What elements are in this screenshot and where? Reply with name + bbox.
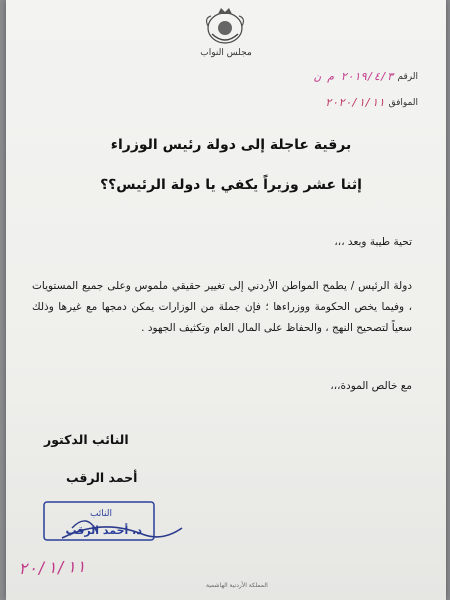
reference-date-label: الموافق: [388, 97, 418, 108]
body-paragraph: دولة الرئيس / يطمح المواطن الأردني إلى تغيير حقيقي ملموس وعلى جميع المستويات ، وفيما يخص الحكومة ووزراءها ؛ فإن جملة من الوزارات يمكن دمجها مع غيرها وذلك سعياً لتصحيح النهج ، والحفاظ على المال العام وتكثيف الجهود .: [32, 280, 412, 334]
parliament-name: مجلس النواب: [200, 48, 252, 58]
stamp-top-text: النائب: [89, 509, 112, 519]
greeting: تحية طيبة وبعد ،،،: [334, 236, 412, 248]
signature-title: النائب الدكتور: [44, 432, 129, 447]
headline-telegram: برقية عاجلة إلى دولة رئيس الوزراء: [110, 137, 352, 153]
headline-question: إثنا عشر وزيراً يكفي يا دولة الرئيس؟؟: [100, 177, 362, 193]
handwritten-date: ٢٠/١/١١: [17, 556, 86, 579]
reference-number-row: [314, 70, 418, 83]
footer-text: المملكة الأردنية الهاشمية: [206, 582, 268, 589]
coat-of-arms-icon: [202, 4, 248, 46]
document-page: [6, 0, 446, 600]
stamp-name-text: د. أحمد الرقب: [65, 524, 142, 537]
signature-name: أحمد الرقب: [66, 470, 138, 485]
reference-date-row: [325, 96, 418, 109]
reference-number-value: ٢٠١٩/٤/٣ م ن: [314, 70, 394, 83]
official-stamp: [42, 498, 184, 544]
closing: مع خالص المودة،،،: [330, 380, 412, 392]
reference-date-value: ٢٠٢٠/١/١١: [324, 96, 385, 109]
reference-number-label: الرقم: [397, 71, 418, 82]
